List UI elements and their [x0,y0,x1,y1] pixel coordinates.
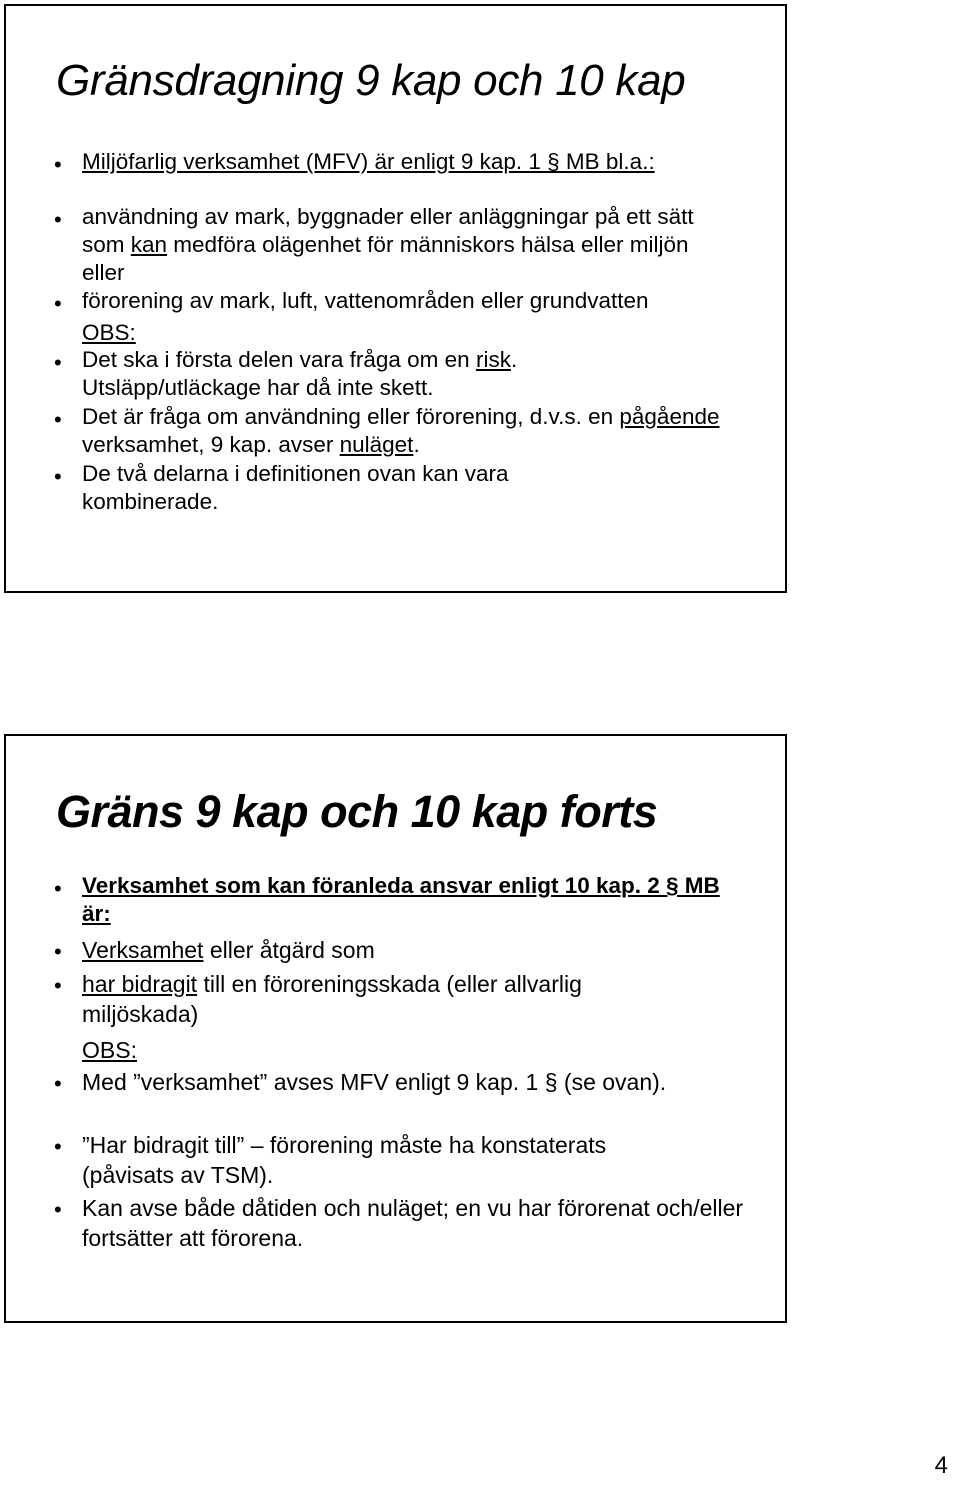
slide-1-obs-label: OBS: [82,320,136,345]
slide-1-title: Gränsdragning 9 kap och 10 kap [56,56,686,105]
slide-2-item-liability: Verksamhet som kan föranleda ansvar enligt 10 kap. 2 § MB är: [82,873,720,926]
slide-2-item-mfv: Med ”verksamhet” avses MFV enligt 9 kap. 1 § (se ovan). [82,1069,667,1095]
slide-1-item-pollution: förorening av mark, luft, vattenområden eller grundvatten [82,288,649,313]
bullet-icon: • [54,207,62,232]
slide-1 [4,4,787,593]
page-number: 4 [934,1452,948,1479]
slide-1-item-combined: De två delarna i definitionen ovan kan vara kombinerade. [82,461,509,514]
bullet-icon: • [54,1071,62,1096]
slide-1-item-mfv-definition: Miljöfarlig verksamhet (MFV) är enligt 9 kap. 1 § MB bl.a.: [82,149,655,174]
slide-2-item-past-present: Kan avse både dåtiden och nuläget; en vu har förorenat och/eller fortsätter att förorena. [82,1195,744,1251]
slide-2 [4,734,787,1323]
bullet-icon: • [54,291,62,316]
bullet-icon: • [54,1134,62,1159]
slide-1-item-ongoing: Det är fråga om användning eller förorening, d.v.s. en pågående verksamhet, 9 kap. avser nuläget. [82,404,720,457]
slide-2-obs-label: OBS: [82,1037,137,1063]
bullet-icon: • [54,407,62,432]
slide-2-item-contributed: har bidragit till en föroreningsskada (eller allvarlig miljöskada) [82,971,582,1027]
bullet-icon: • [54,152,62,177]
slide-1-item-land-use: användning av mark, byggnader eller anläggningar på ett sätt som kan medföra olägenhet för människors hälsa eller miljön eller [82,204,694,285]
bullet-icon: • [54,876,62,901]
bullet-icon: • [54,939,62,964]
slide-2-title: Gräns 9 kap och 10 kap forts [56,786,658,837]
slide-2-item-established: ”Har bidragit till” – förorening måste ha konstaterats (påvisats av TSM). [82,1132,607,1188]
bullet-icon: • [54,973,62,998]
bullet-icon: • [54,350,62,375]
bullet-icon: • [54,464,62,489]
slide-1-item-risk: Det ska i första delen vara fråga om en risk. Utsläpp/utläckage har då inte skett. [82,347,518,400]
bullet-icon: • [54,1197,62,1222]
slide-2-item-activity: Verksamhet eller åtgärd som [82,937,375,963]
